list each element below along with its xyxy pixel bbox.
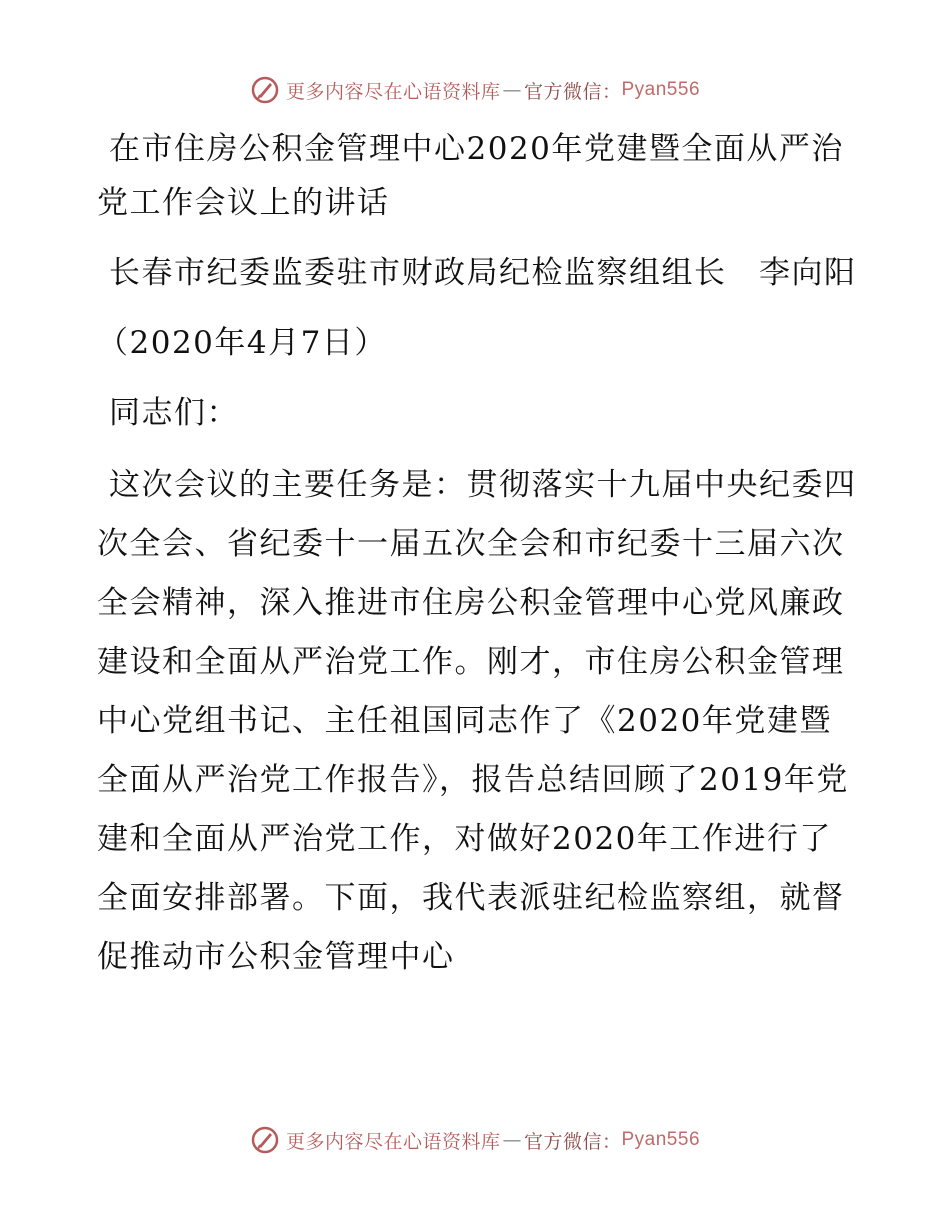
- watermark-separator: —: [502, 1129, 522, 1151]
- watermark-text: 更多内容尽在心语资料库: [285, 80, 501, 103]
- document-title: 在市住房公积金管理中心2020年党建暨全面从严治党工作会议上的讲话: [97, 131, 844, 221]
- header-watermark: [0, 70, 950, 110]
- watermark-wechat-id: Pyan556: [621, 79, 701, 100]
- watermark-separator: —: [502, 79, 522, 101]
- speech-date: （2020年4月7日）: [97, 325, 387, 361]
- document-body: [97, 122, 857, 1003]
- quill-pen-icon: [250, 1125, 280, 1155]
- footer-watermark: [0, 1120, 950, 1160]
- quill-pen-icon: [250, 75, 280, 105]
- watermark-label: 官方微信：: [523, 1130, 622, 1153]
- watermark-label: 官方微信：: [523, 80, 622, 103]
- body-paragraph: 这次会议的主要任务是：贯彻落实十九届中央纪委四次全会、省纪委十一届五次全会和市纪委十三届六次全会精神，深入推进市住房公积金管理中心党风廉政建设和全面从严治党工作。刚才，市住房公积金管理中心党组书记、主任祖国同志作了《2020年党建暨全面从严治党工作报告》，报告总结回顾了2019年党建和全面从严治党工作，对做好2020年工作进行了全面安排部署。下面，我代表派驻纪检监察组，就督促推动市公积金管理中心: [97, 467, 857, 975]
- watermark-text: 更多内容尽在心语资料库: [285, 1130, 501, 1153]
- speaker-line: 长春市纪委监委驻市财政局纪检监察组组长 李向阳: [109, 255, 857, 291]
- salutation: 同志们：: [109, 395, 239, 431]
- watermark-wechat-id: Pyan556: [621, 1129, 701, 1150]
